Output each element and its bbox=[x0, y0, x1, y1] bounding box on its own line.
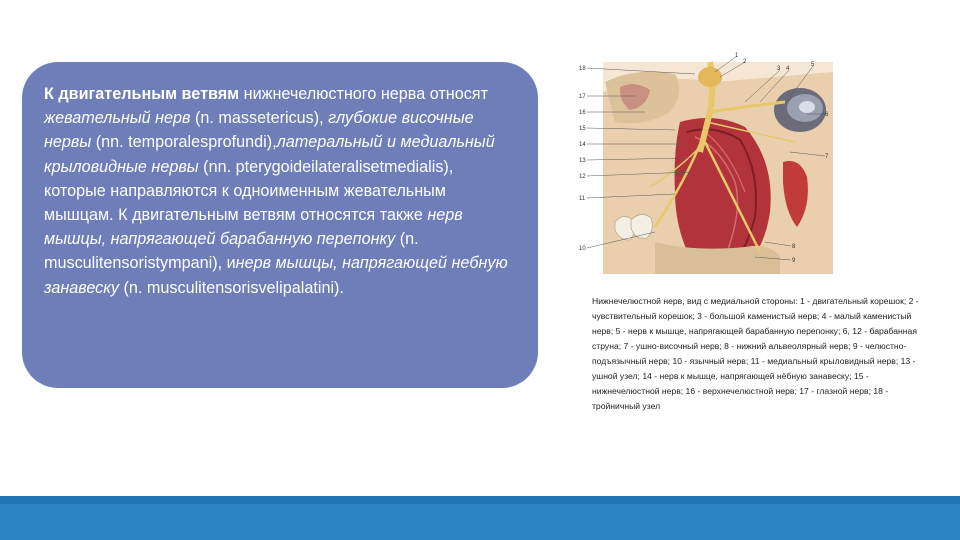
anatomy-illustration bbox=[575, 52, 833, 274]
figure-label: 8 bbox=[792, 244, 796, 250]
text-run: (n. musculitensorisvelipalatini). bbox=[119, 278, 344, 297]
text-panel bbox=[22, 62, 538, 388]
figure-label: 12 bbox=[579, 174, 586, 180]
term-temporal: глубокие височные нервы bbox=[44, 109, 474, 152]
figure-label: 18 bbox=[579, 66, 586, 72]
anatomy-figure bbox=[575, 52, 833, 274]
figure-label: 2 bbox=[743, 59, 747, 65]
figure-label: 1 bbox=[735, 53, 739, 59]
text-run: (n. musculitensoristympani), и bbox=[44, 230, 419, 273]
figure-label: 4 bbox=[786, 66, 790, 72]
figure-label: 9 bbox=[792, 258, 796, 264]
term-pterygoid: латеральный и медиальный крыловидные нервы bbox=[44, 133, 495, 176]
figure-label: 13 bbox=[579, 158, 586, 164]
text-run: (n. massetericus), bbox=[190, 109, 329, 128]
figure-label: 16 bbox=[579, 110, 586, 116]
term-tensor-tympani: нерв мышцы, напрягающей барабанную перепонку bbox=[44, 206, 463, 249]
figure-label: 7 bbox=[825, 154, 829, 160]
term-masseteric: жевательный нерв bbox=[44, 109, 191, 128]
figure-label: 17 bbox=[579, 94, 586, 100]
figure-labels-left bbox=[579, 66, 586, 252]
text-run: (nn. pterygoideilateralisetmedialis), которые направляются к одноименным жевательным мышцам. К двигательным ветвям относятся также bbox=[44, 157, 454, 225]
figure-label: 6 bbox=[825, 112, 829, 118]
text-run: (nn. temporalesprofundi), bbox=[91, 133, 277, 152]
figure-label: 3 bbox=[777, 66, 781, 72]
bottom-bar-accent bbox=[0, 496, 960, 504]
lead-bold: К двигательным ветвям bbox=[44, 85, 240, 103]
figure-label: 15 bbox=[579, 126, 586, 132]
figure-label: 10 bbox=[579, 246, 586, 252]
body-text bbox=[44, 82, 518, 300]
term-tensor-veli: нерв мышцы, напрягающей небную занавеску bbox=[44, 254, 508, 297]
bottom-bar bbox=[0, 496, 960, 540]
figure-caption: Нижнечелюстной нерв, вид с медиальной стороны: 1 - двигательный корешок; 2 - чувствительный корешок; 3 - большой каменистый нерв; 4 - малый каменистый нерв; 5 - нерв к мышце, напрягающей барабанную перепонку; 6, 12 - барабанная струна; 7 - ушно-височный нерв; 8 - нижний альвеолярный нерв; 9 - челюстно-подъязычный нерв; 10 - язычный нерв; 11 - медиальный крыловидный нерв; 13 - ушной узел; 14 - нерв к мышце, напрягающей нёбную занавеску; 15 - нижнечелюстной нерв; 16 - верхнечелюстной нерв; 17 - глазной нерв; 18 - тройничный узел bbox=[592, 296, 919, 411]
figure-label: 14 bbox=[579, 142, 586, 148]
text-run: нижнечелюстного нерва относят bbox=[239, 85, 488, 103]
figure-label: 11 bbox=[579, 196, 586, 202]
figure-label: 5 bbox=[811, 62, 815, 68]
